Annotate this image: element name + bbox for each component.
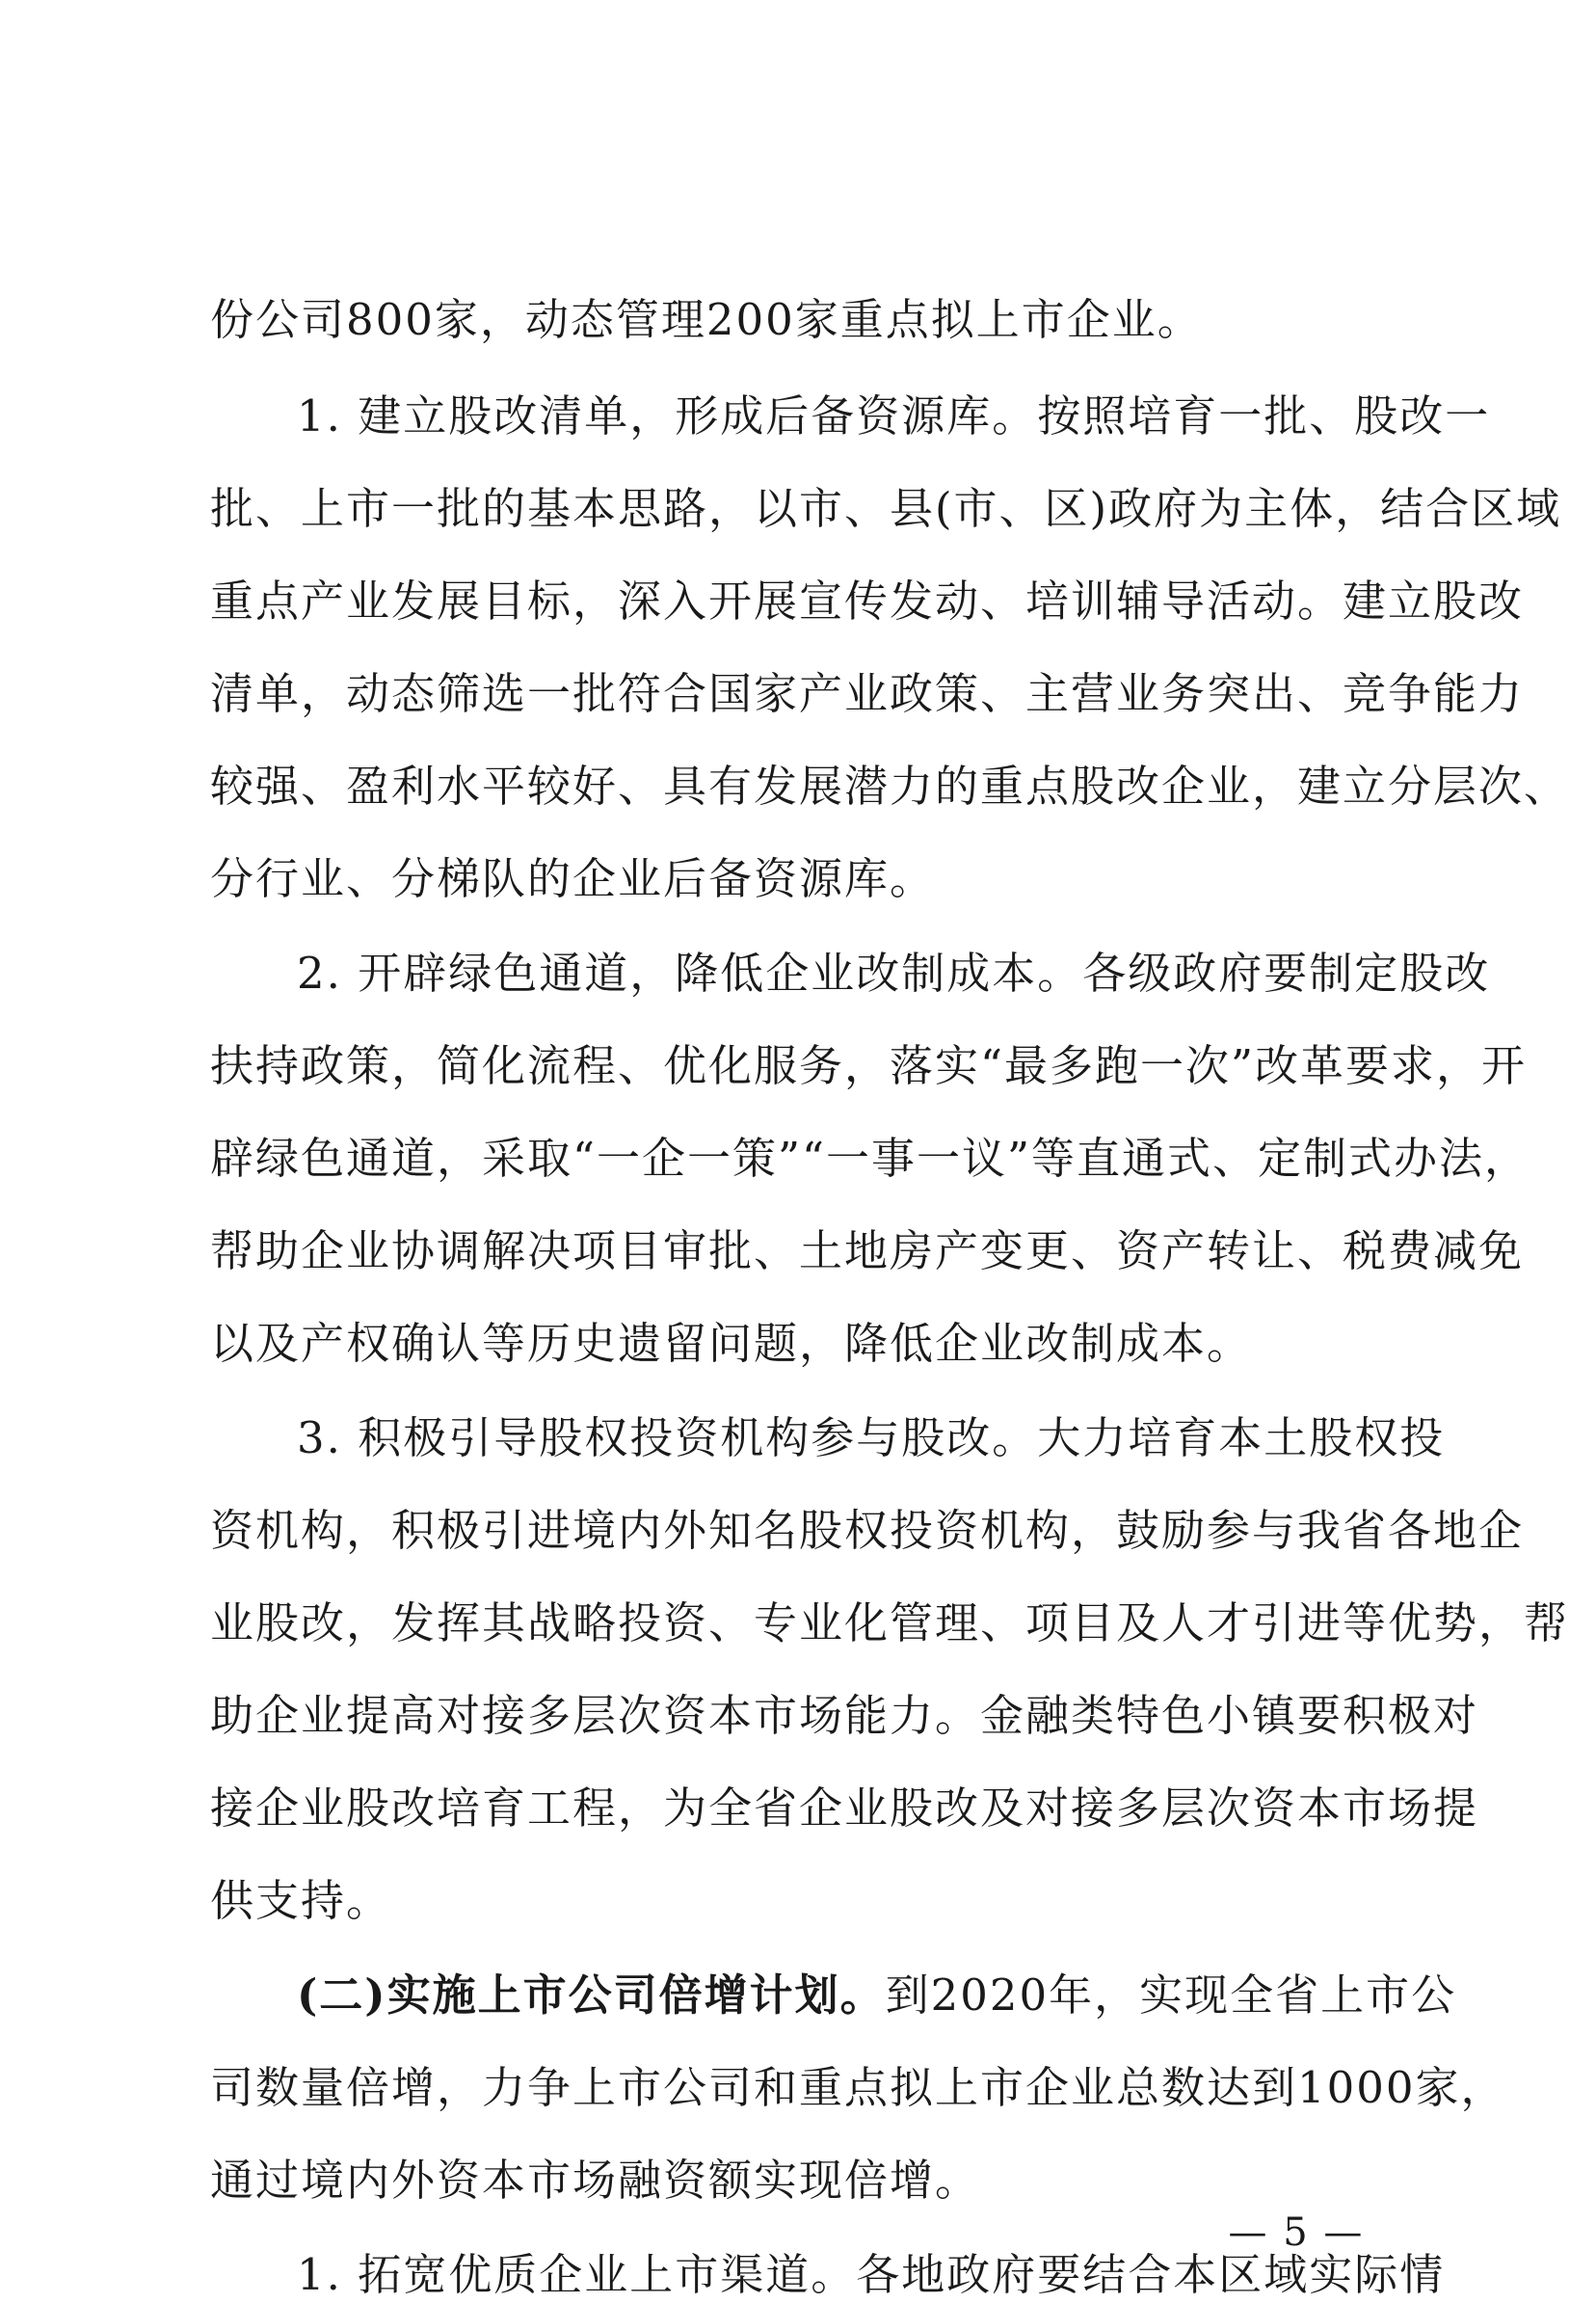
section-heading-text: 到2020年，实现全省上市公 [885, 1969, 1457, 2021]
paragraph-2-line-3: 辟绿色通道，采取“一企一策”“一事一议”等直通式、定制式办法， [210, 1133, 1530, 1184]
paragraph-2-line-5: 以及产权确认等历史遗留问题，降低企业改制成本。 [210, 1318, 1253, 1369]
paragraph-4-line-2: 司数量倍增，力争上市公司和重点拟上市企业总数达到1000家， [210, 2062, 1506, 2113]
paragraph-1-line-6: 分行业、分梯队的企业后备资源库。 [210, 853, 936, 904]
paragraph-1-line-2: 批、上市一批的基本思路，以市、县(市、区)政府为主体，结合区域 [210, 483, 1562, 534]
paragraph-1-line-3: 重点产业发展目标，深入开展宣传发动、培训辅导活动。建立股改 [210, 576, 1525, 627]
paragraph-3-line-1: 3. 积极引导股权投资机构参与股改。大力培育本土股权投 [297, 1412, 1446, 1463]
paragraph-3-line-6: 供支持。 [210, 1875, 392, 1926]
section-heading-line [297, 1967, 1457, 2024]
paragraph-3-line-4: 助企业提高对接多层次资本市场能力。金融类特色小镇要积极对 [210, 1690, 1479, 1741]
paragraph-3-line-5: 接企业股改培育工程，为全省企业股改及对接多层次资本市场提 [210, 1782, 1479, 1834]
line-1: 份公司800家，动态管理200家重点拟上市企业。 [210, 294, 1203, 345]
paragraph-1-line-5: 较强、盈利水平较好、具有发展潜力的重点股改企业，建立分层次、 [210, 761, 1570, 812]
paragraph-2-line-1: 2. 开辟绿色通道，降低企业改制成本。各级政府要制定股改 [297, 948, 1491, 999]
paragraph-2-line-2: 扶持政策，简化流程、优化服务，落实“最多跑一次”改革要求，开 [210, 1040, 1528, 1091]
paragraph-1-line-4: 清单，动态筛选一批符合国家产业政策、主营业务突出、竞争能力 [210, 668, 1525, 719]
page-number: — 5 — [1228, 2210, 1365, 2255]
paragraph-3-line-2: 资机构，积极引进境内外知名股权投资机构，鼓励参与我省各地企 [210, 1505, 1525, 1556]
paragraph-1-line-1: 1. 建立股改清单，形成后备资源库。按照培育一批、股改一 [297, 390, 1491, 442]
paragraph-3-line-3: 业股改，发挥其战略投资、专业化管理、项目及人才引进等优势，帮 [210, 1597, 1570, 1648]
section-heading: (二)实施上市公司倍增计划。 [297, 1969, 886, 2021]
paragraph-4-line-3: 通过境内外资本市场融资额实现倍增。 [210, 2155, 981, 2206]
paragraph-2-line-4: 帮助企业协调解决项目审批、土地房产变更、资产转让、税费减免 [210, 1225, 1525, 1276]
paragraph-5-line-1: 1. 拓宽优质企业上市渠道。各地政府要结合本区域实际情 [297, 2249, 1446, 2300]
